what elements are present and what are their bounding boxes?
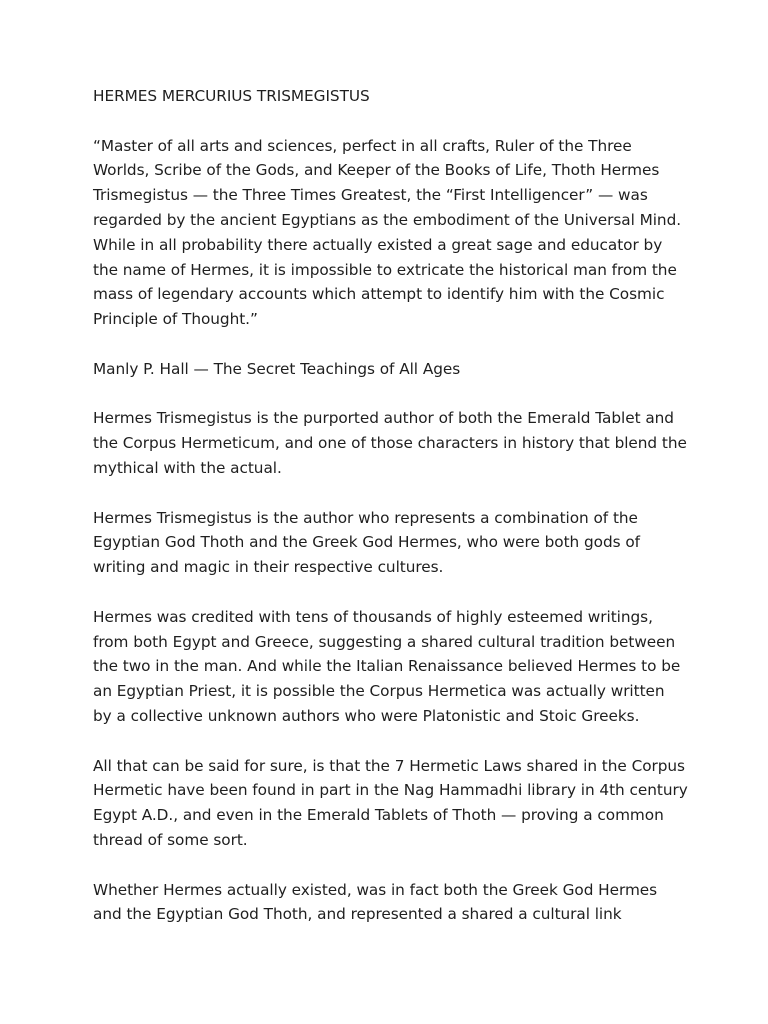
quote-attribution: Manly P. Hall — The Secret Teachings of All Ages: [93, 359, 461, 378]
body-paragraph: Hermes was credited with tens of thousands of highly esteemed writings, from both Egypt and Greece, suggesting a shared cultural tradition between the two in the man. And while the Italian Renaissance believed Hermes to be an Egyptian Priest, it is possible the Corpus Hermetica was actually written by a collective unknown authors who were Platonistic and Stoic Greeks.: [93, 607, 681, 725]
document-page: [93, 84, 693, 952]
document-title: HERMES MERCURIUS TRISMEGISTUS: [93, 87, 370, 105]
opening-quote: “Master of all arts and sciences, perfect in all crafts, Ruler of the Three Worlds, Scribe of the Gods, and Keeper of the Books of Life, Thoth Hermes Trismegistus — the Three Times Greatest, the “First Intelligencer” — was regarded by the ancient Egyptians as the embodiment of the Universal Mind. While in all probability there actually existed a great sage and educator by the name of Hermes, it is impossible to extricate the historical man from the mass of legendary accounts which attempt to identify him with the Cosmic Principle of Thought.”: [93, 136, 682, 329]
body-paragraph: Hermes Trismegistus is the author who represents a combination of the Egyptian God Thoth and the Greek God Hermes, who were both gods of writing and magic in their respective cultures.: [93, 508, 640, 577]
body-paragraph: All that can be said for sure, is that the 7 Hermetic Laws shared in the Corpus Hermetic have been found in part in the Nag Hammadhi library in 4th century Egypt A.D., and even in the Emerald Tablets of Thoth — proving a common thread of some sort.: [93, 756, 688, 849]
body-paragraph: Whether Hermes actually existed, was in fact both the Greek God Hermes and the Egyptian God Thoth, and represented a shared a cultural link: [93, 880, 658, 924]
body-paragraph: Hermes Trismegistus is the purported author of both the Emerald Tablet and the Corpus Hermeticum, and one of those characters in history that blend the mythical with the actual.: [93, 409, 687, 477]
